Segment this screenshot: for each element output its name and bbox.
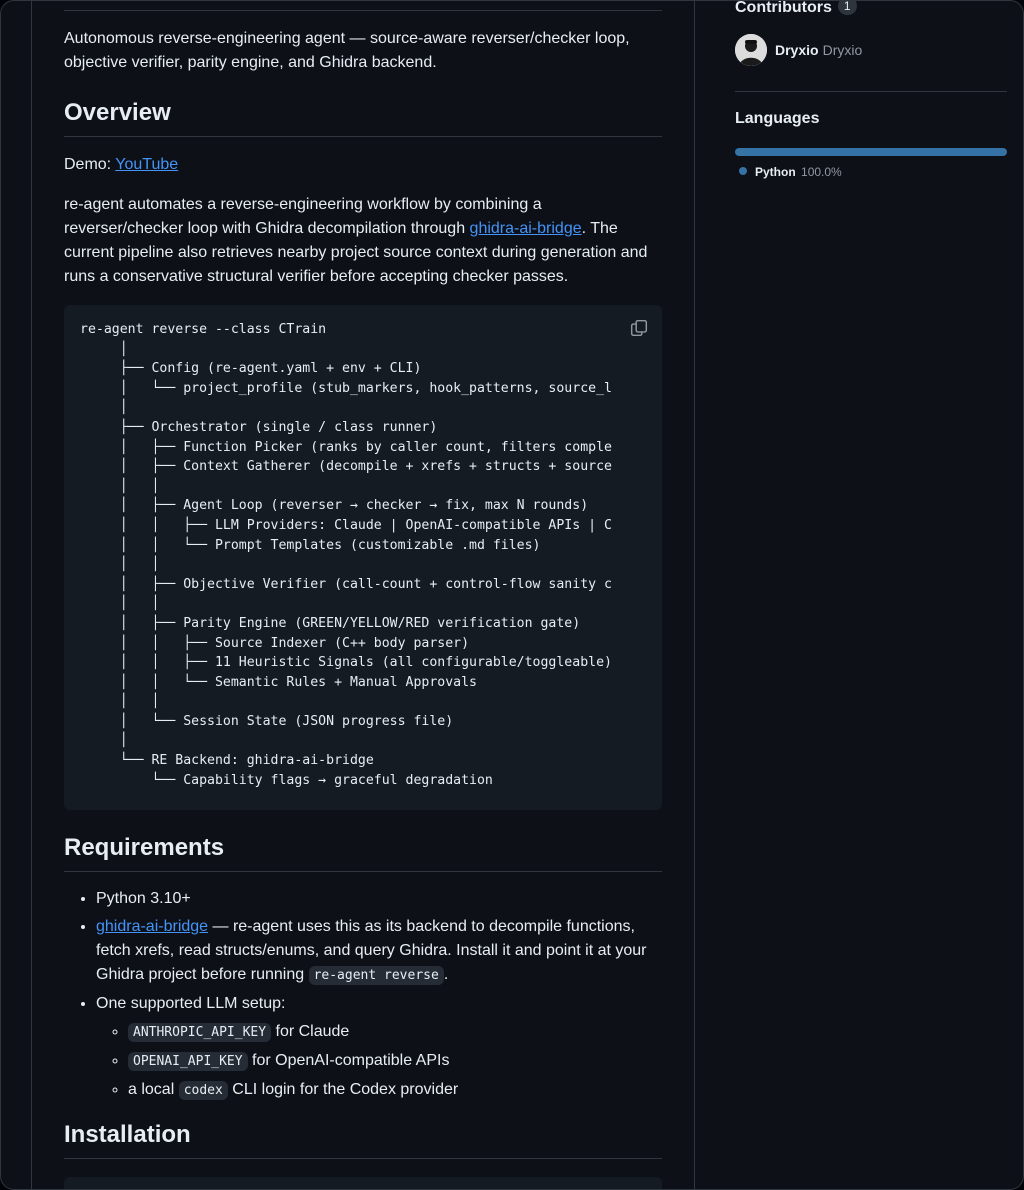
option-text: for OpenAI-compatible APIs [247, 1052, 450, 1069]
architecture-code-block [64, 305, 662, 810]
language-color-dot [739, 167, 747, 175]
contributors-header[interactable] [735, 0, 857, 17]
list-item [96, 992, 662, 1103]
installation-heading: Installation [64, 1120, 662, 1159]
languages-title: Languages [735, 110, 820, 127]
list-item [96, 915, 662, 988]
requirements-heading: Requirements [64, 833, 662, 872]
contributor-name: Dryxio [822, 42, 863, 58]
divider [735, 91, 1007, 92]
code-content: re-agent reverse --class CTrain │ ├── Config (re-agent.yaml + env + CLI) │ └── project_profile (stub_markers, hook_patterns, source_l │ ├── Orchestrator (single / class runner) │ ├── Function Picker (ranks by caller count, filters comple │ ├── Context Gatherer (decompile + xrefs + structs + source │ │ │ ├── Agent Loop (reverser → checker → fix, max N rounds) │ │ ├── LLM Providers: Claude | OpenAI-compatible APIs | C │ │ └── Prompt Templates (customizable .md files) │ │ │ ├── Objective Verifier (call-count + control-flow sanity c │ │ │ ├── Parity Engine (GREEN/YELLOW/RED verification gate) │ │ ├── Source Indexer (C++ body parser) │ │ ├── 11 Heuristic Signals (all configurable/toggleable) │ │ └── Semantic Rules + Manual Approvals │ │ │ └── Session State (JSON progress file) │ └── RE Backend: ghidra-ai-bridge └── Capability flags → graceful degradation [80, 322, 612, 788]
list-item [96, 887, 662, 911]
list-item [128, 1049, 662, 1074]
contributor-login[interactable]: Dryxio [775, 42, 819, 58]
description-text-end: . The current pipeline also retrieves nearby project source context during generation and runs a conservative structural verifier before accepting checker passes. [64, 220, 648, 285]
contributors-count-badge: 1 [838, 0, 857, 15]
inline-code: OPENAI_API_KEY [128, 1052, 248, 1071]
contributor-item[interactable] [735, 34, 862, 66]
overview-description [64, 193, 662, 289]
req-llm: One supported LLM setup: [96, 995, 286, 1012]
req-bridge-end: . [443, 966, 449, 983]
option-text: CLI login for the Codex provider [227, 1081, 459, 1098]
divider [64, 10, 662, 11]
req-python: Python 3.10+ [96, 890, 191, 907]
req-bridge-link[interactable]: ghidra-ai-bridge [96, 918, 209, 935]
language-bar [735, 148, 1007, 156]
demo-line [64, 153, 662, 177]
llm-options-list [96, 1020, 662, 1103]
description-text: re-agent automates a reverse-engineering workflow by combining a reverser/checker loop with Ghidra decompilation through [64, 196, 542, 237]
inline-code: codex [179, 1081, 228, 1100]
demo-label: Demo: [64, 156, 116, 173]
inline-code: ANTHROPIC_API_KEY [128, 1023, 271, 1042]
youtube-link[interactable]: YouTube [115, 156, 179, 173]
language-item[interactable] [739, 165, 842, 179]
installation-code-block [64, 1177, 662, 1190]
inline-code: re-agent reverse [309, 966, 444, 985]
language-name: Python [755, 165, 796, 179]
avatar[interactable] [735, 34, 767, 66]
req-bridge-text: — re-agent uses this as its backend to decompile functions, fetch xrefs, read structs/enums, and query Ghidra. Install it and point it at your Ghidra project before running [96, 918, 647, 983]
contributors-title: Contributors [735, 0, 832, 16]
list-item [128, 1020, 662, 1045]
copy-icon[interactable] [630, 319, 648, 337]
option-text: for Claude [271, 1023, 350, 1040]
ghidra-ai-bridge-link[interactable]: ghidra-ai-bridge [469, 220, 582, 237]
readme-intro: Autonomous reverse-engineering agent — source-aware reverser/checker loop, objective verifier, parity engine, and Ghidra backend. [64, 30, 630, 71]
option-prefix: a local [128, 1081, 179, 1098]
list-item [128, 1078, 662, 1103]
language-percent: 100.0% [801, 165, 842, 179]
requirements-list [64, 887, 662, 1103]
overview-heading: Overview [64, 98, 662, 137]
